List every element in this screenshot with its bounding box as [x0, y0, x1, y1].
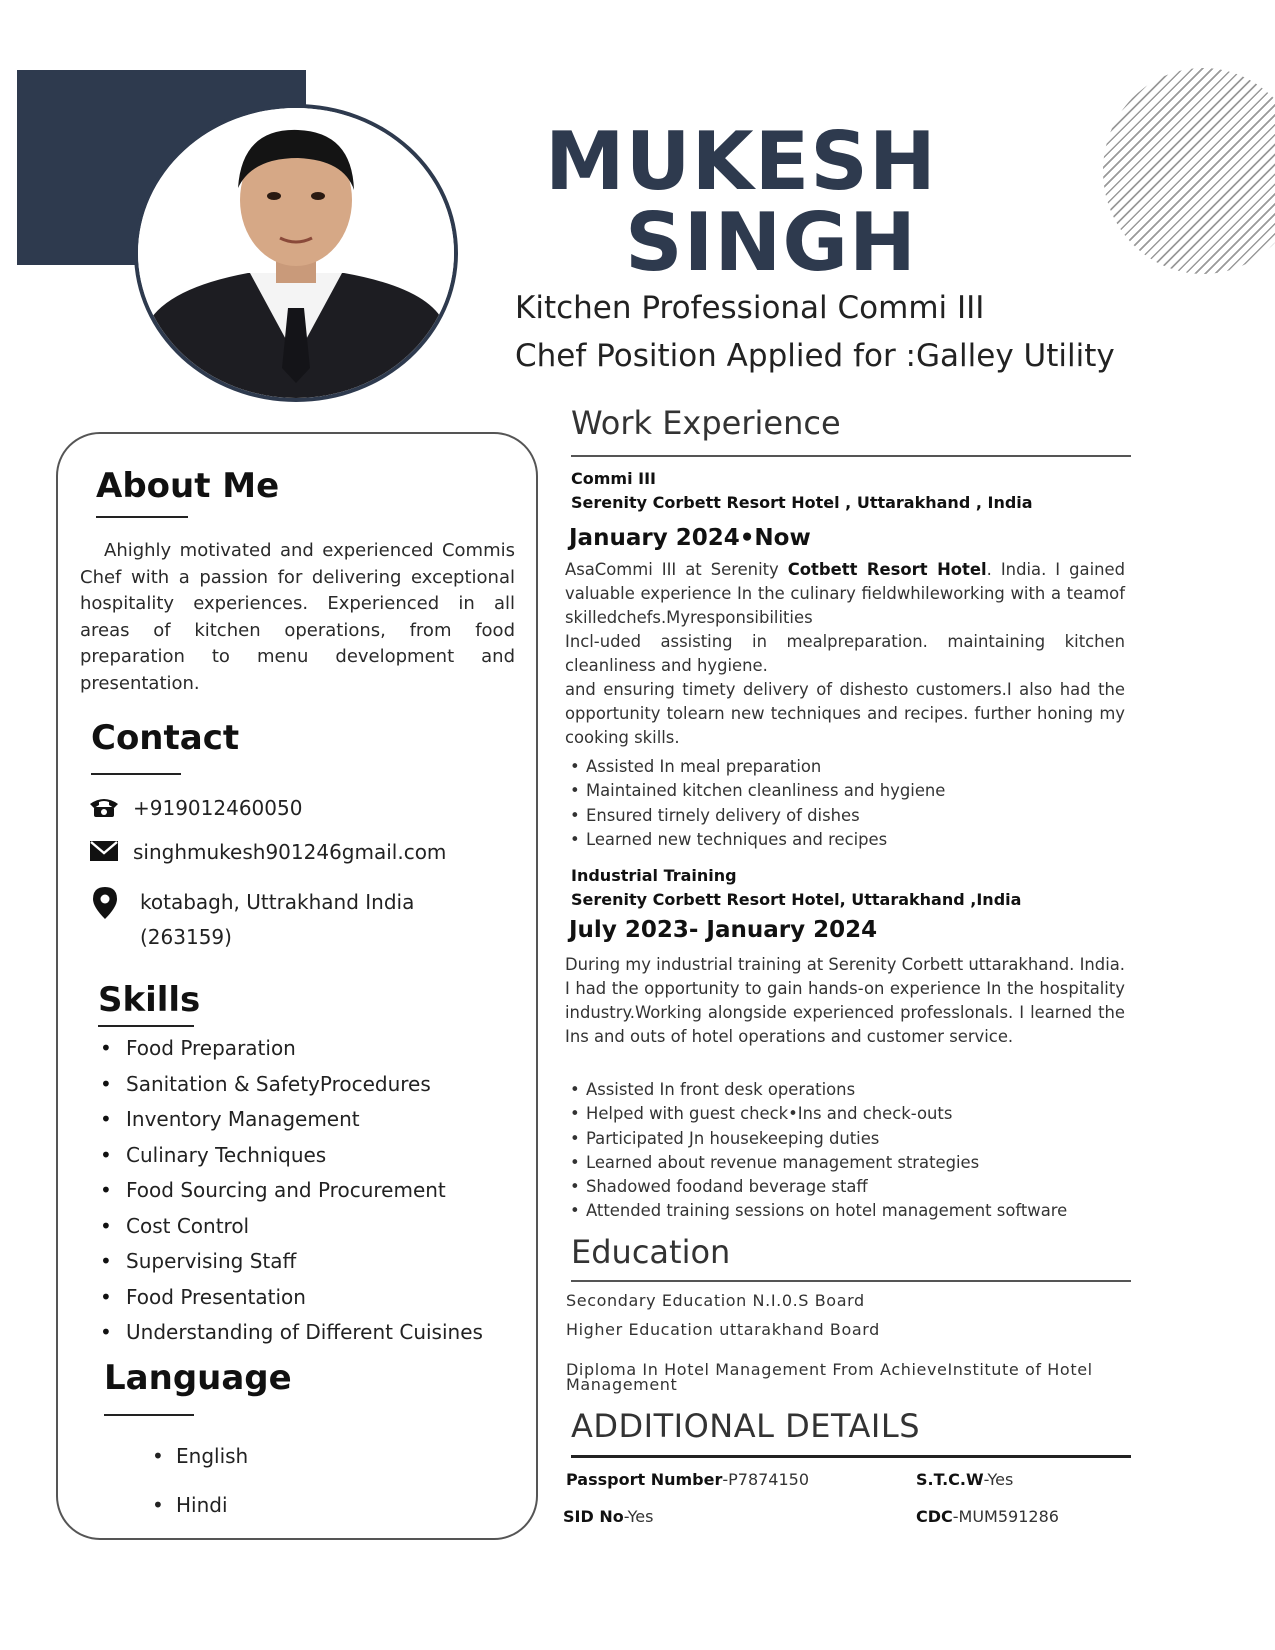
- skill-item: • Sanitation & SafetyProcedures: [100, 1072, 483, 1108]
- profile-photo: [134, 104, 458, 402]
- job-bullet: • Assisted In front desk operations: [570, 1079, 1067, 1103]
- job-1-description: AsaCommi III at Serenity Cotbett Resort Hotel. India. I gained valuable experience In the culinary fieldwhileworking with a teamof skilledchefs.Myresponsibilities Incl-uded assisting in mealpreparation. maintaining kitchen cleanliness and hygiene. and ensuring timety delivery of dishesto customers.I also had the opportunity tolearn new techniques and recipes. further honing my cooking skills.: [565, 560, 1126, 747]
- job-bullet: • Assisted In meal preparation: [570, 756, 945, 780]
- education-item: Diploma In Hotel Management From AchieveInstitute of Hotel Management: [566, 1360, 1093, 1394]
- about-text: Ahighly motivated and experienced Commis Chef with a passion for delivering exceptional hospitality experiences. Experienced in all areas of kitchen operations, from food preparation to menu development and presentation.: [80, 540, 515, 694]
- language-item: • Hindi: [152, 1493, 228, 1517]
- job-1-title: Commi III: [571, 469, 656, 488]
- passport-number: Passport Number-P7874150: [566, 1470, 810, 1489]
- job-bullet: • Attended training sessions on hotel management software: [570, 1200, 1067, 1224]
- skills-heading: Skills: [98, 980, 201, 1020]
- phone-icon: [88, 795, 120, 819]
- skill-item: • Supervising Staff: [100, 1249, 483, 1285]
- contact-email: singhmukesh901246gmail.com: [133, 840, 447, 864]
- language-underline: [104, 1414, 194, 1416]
- subtitle-line-2: Chef Position Applied for :Galley Utility: [515, 338, 1115, 374]
- skill-item: • Food Sourcing and Procurement: [100, 1178, 483, 1214]
- job-1-bullets: [570, 756, 945, 853]
- cdc-number: CDC-MUM591286: [916, 1507, 1059, 1526]
- skill-item: • Culinary Techniques: [100, 1143, 483, 1179]
- skill-item: • Inventory Management: [100, 1107, 483, 1143]
- language-item: • English: [152, 1444, 249, 1468]
- person-avatar-icon: [138, 108, 454, 398]
- job-bullet: • Ensured tirnely delivery of dishes: [570, 805, 945, 829]
- sid-number: SID No-Yes: [563, 1507, 654, 1526]
- education-item: Secondary Education N.I.0.S Board: [566, 1291, 865, 1310]
- job-bullet: • Participated Jn housekeeping duties: [570, 1128, 1067, 1152]
- stcw-status: S.T.C.W-Yes: [916, 1470, 1014, 1489]
- email-icon: [90, 841, 118, 861]
- decorative-hatched-circle: [1103, 68, 1275, 274]
- about-underline: [96, 516, 188, 518]
- education-heading: Education: [571, 1233, 731, 1271]
- additional-details-heading: ADDITIONAL DETAILS: [571, 1407, 920, 1445]
- job-bullet: • Learned about revenue management strategies: [570, 1152, 1067, 1176]
- skills-underline: [98, 1025, 194, 1027]
- work-experience-rule: [571, 455, 1131, 457]
- job-2-company: Serenity Corbett Resort Hotel, Uttarakhand ,India: [571, 890, 1022, 909]
- job-bullet: • Shadowed foodand beverage staff: [570, 1176, 1067, 1200]
- contact-address-line-1: kotabagh, Uttrakhand India: [140, 890, 415, 914]
- education-item: Higher Education uttarakhand Board: [566, 1320, 880, 1339]
- additional-details-rule: [571, 1455, 1131, 1458]
- job-bullet: • Maintained kitchen cleanliness and hygiene: [570, 780, 945, 804]
- language-heading: Language: [104, 1358, 292, 1398]
- education-rule: [571, 1280, 1131, 1282]
- skills-list: [100, 1036, 483, 1356]
- contact-underline: [91, 773, 181, 775]
- job-2-bullets: [570, 1079, 1067, 1225]
- subtitle-line-1: Kitchen Professional Commi III: [515, 290, 985, 326]
- job-1-dates: January 2024•Now: [569, 525, 811, 551]
- contact-heading: Contact: [91, 718, 240, 758]
- job-2-title: Industrial Training: [571, 866, 737, 885]
- job-bullet: • Helped with guest check•Ins and check-outs: [570, 1103, 1067, 1127]
- contact-address-line-2: (263159): [140, 925, 232, 949]
- job-2-dates: July 2023- January 2024: [569, 917, 878, 943]
- job-2-description: During my industrial training at Serenity Corbett uttarakhand. India. I had the opportunity to gain hands-on experience In the hospitality industry.Working alongside experienced professlonals. I learned the Ins and outs of hotel operations and customer service.: [565, 955, 1126, 1046]
- skill-item: • Food Preparation: [100, 1036, 483, 1072]
- skill-item: • Food Presentation: [100, 1285, 483, 1321]
- about-heading: About Me: [96, 466, 280, 506]
- job-1-company: Serenity Corbett Resort Hotel , Uttarakhand , India: [571, 493, 1033, 512]
- first-name: MUKESH: [545, 115, 937, 208]
- skill-item: • Understanding of Different Cuisines: [100, 1320, 483, 1356]
- location-pin-icon: [93, 887, 117, 919]
- skill-item: • Cost Control: [100, 1214, 483, 1250]
- job-bullet: • Learned new techniques and recipes: [570, 829, 945, 853]
- work-experience-heading: Work Experience: [571, 404, 841, 442]
- last-name: SINGH: [625, 196, 917, 289]
- contact-phone: +919012460050: [133, 796, 303, 820]
